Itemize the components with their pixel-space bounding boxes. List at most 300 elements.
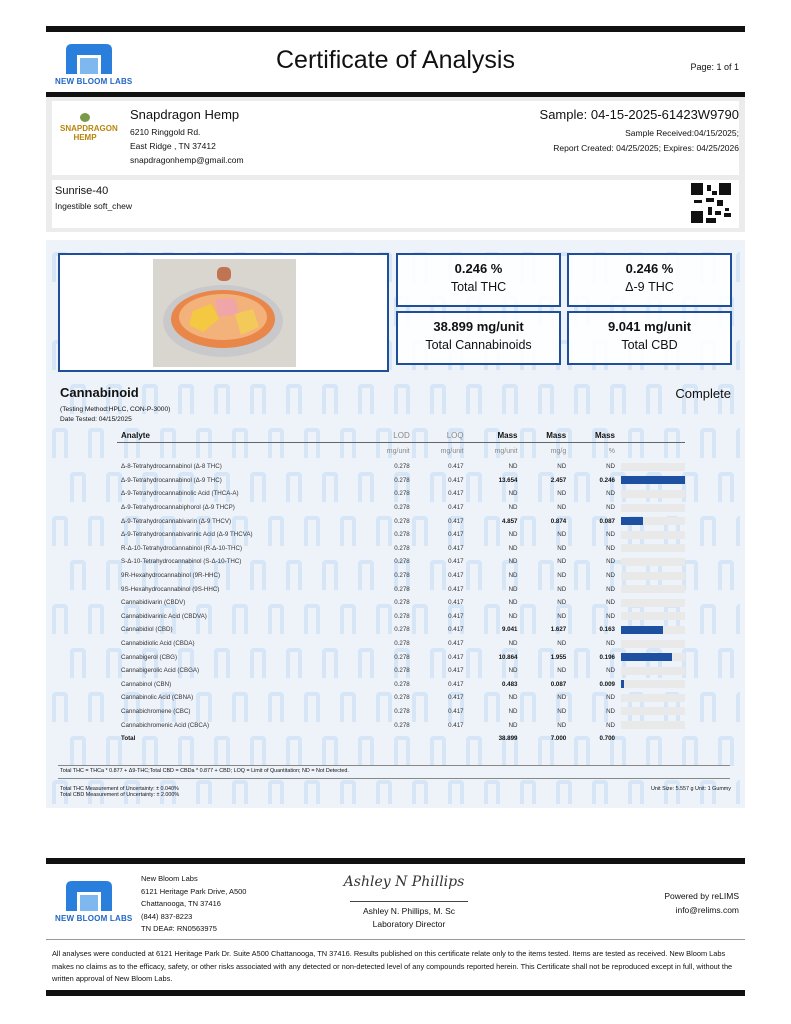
client-address2: East Ridge , TN 37412 xyxy=(130,141,216,151)
sample-id: Sample: 04-15-2025-61423W9790 xyxy=(539,107,739,122)
flower-icon xyxy=(80,113,90,122)
result-bar xyxy=(619,718,685,732)
cell-loq: 0.417 xyxy=(448,612,464,620)
table-row xyxy=(117,678,685,692)
cell-m2: 0.874 xyxy=(550,517,567,525)
summary-box xyxy=(567,311,732,365)
result-bar xyxy=(619,610,685,624)
watermark-mark-icon xyxy=(52,692,68,722)
cell-lod: 0.278 xyxy=(394,544,410,552)
watermark-mark-icon xyxy=(574,384,590,414)
watermark-mark-icon xyxy=(484,780,500,804)
result-bar-fill xyxy=(621,476,685,484)
cell-m3: 0.087 xyxy=(599,517,615,525)
lab-logo-text: NEW BLOOM LABS xyxy=(55,77,133,86)
notes-rule xyxy=(58,765,730,766)
summary-box xyxy=(396,311,561,365)
client-name: Snapdragon Hemp xyxy=(130,107,240,122)
footer-lab-logo xyxy=(55,877,133,925)
cell-m3: 0.009 xyxy=(599,680,615,688)
client-email: snapdragonhemp@gmail.com xyxy=(130,155,244,165)
cell-m2: ND xyxy=(557,504,567,512)
table-row xyxy=(117,582,685,596)
cell-m1: ND xyxy=(508,490,518,498)
cell-loq: 0.417 xyxy=(448,721,464,729)
result-bar-track xyxy=(621,667,685,675)
powered-block xyxy=(664,889,739,917)
table-row xyxy=(117,569,685,583)
unit-cell xyxy=(117,442,360,460)
cell-analyte: S-Δ-10-Tetrahydrocannabinol (S-Δ-10-THC) xyxy=(121,558,242,566)
table-row xyxy=(117,691,685,705)
cell-lod: 0.278 xyxy=(394,599,410,607)
cell-m3: ND xyxy=(606,558,615,566)
cell-m3: 0.196 xyxy=(599,653,615,661)
watermark-mark-icon xyxy=(718,648,734,678)
testing-method: (Testing Method:HPLC, CON-P-3000) xyxy=(60,406,171,413)
cell-analyte: Cannabigerol (CBG) xyxy=(121,653,178,661)
cell-lod: 0.278 xyxy=(394,612,410,620)
cell-m2: ND xyxy=(557,707,567,715)
table-row xyxy=(117,596,685,610)
result-bar-track xyxy=(621,558,685,566)
sample-received: Sample Received:04/15/2025; xyxy=(625,128,739,138)
table-row xyxy=(117,664,685,678)
powered-by: Powered by reLIMS xyxy=(664,891,739,901)
cell-lod: 0.278 xyxy=(394,694,410,702)
cell-loq: 0.417 xyxy=(448,476,464,484)
result-bar-track xyxy=(621,680,685,688)
result-bar xyxy=(619,650,685,664)
cell-m3: ND xyxy=(606,694,615,702)
section-meta xyxy=(60,405,170,425)
cell-analyte: Cannabidiol (CBD) xyxy=(121,626,173,634)
watermark-mark-icon xyxy=(718,560,734,590)
cell-loq: 0.417 xyxy=(448,640,464,648)
result-bar xyxy=(619,691,685,705)
cell-lod: 0.278 xyxy=(394,707,410,715)
watermark-mark-icon xyxy=(196,780,212,804)
cell-analyte: 9S-Hexahydrocannabinol (9S-HHC) xyxy=(121,585,220,593)
unit-cell: mg/unit xyxy=(386,447,410,455)
watermark-mark-icon xyxy=(610,384,626,414)
watermark-mark-icon xyxy=(736,340,740,370)
total-m1: 38.899 xyxy=(498,735,518,743)
cell-m1: ND xyxy=(508,504,518,512)
cell-m3: ND xyxy=(606,707,615,715)
product-name: Sunrise-40 xyxy=(55,185,109,197)
table-row xyxy=(117,610,685,624)
signer-name: Ashley N. Phillips, M. Sc xyxy=(362,906,456,916)
cell-loq: 0.417 xyxy=(448,694,464,702)
result-bar xyxy=(619,569,685,583)
cell-m1: ND xyxy=(508,572,518,580)
cell-m1: 0.483 xyxy=(502,680,518,688)
watermark-mark-icon xyxy=(304,780,320,804)
cell-analyte: Δ-9-Tetrahydrocannabivarinic Acid (Δ-9 THCVA) xyxy=(121,531,253,539)
result-bar xyxy=(619,460,685,474)
watermark-mark-icon xyxy=(412,780,428,804)
disclaimer: All analyses were conducted at 6121 Heritage Park Dr. Suite A500 Chattanooga, TN 37416. Results published on this certificate relate only to the items tested. Items are tested as received. New Bloom Labs makes no claims as to the efficacy, safety, or other risks associated with any detected or non-detected level of any compounds reported herein. This Certificate shall not be reproduced except in full, without the written approval of New Bloom Labs. xyxy=(52,949,733,983)
cell-m1: ND xyxy=(508,531,518,539)
cell-loq: 0.417 xyxy=(448,626,464,634)
total-empty xyxy=(360,732,414,746)
watermark-mark-icon xyxy=(646,384,662,414)
cell-analyte: Cannabidiolic Acid (CBDA) xyxy=(121,640,195,648)
table-row xyxy=(117,650,685,664)
result-bar-track xyxy=(621,721,685,729)
cell-loq: 0.417 xyxy=(448,463,464,471)
client-address1: 6210 Ringgold Rd. xyxy=(130,127,201,137)
formula-note: Total THC = THCa * 0.877 + Δ9-THC;Total CBD = CBDa * 0.877 + CBD; LOQ = Limit of Quantitation; ND = Not Detected. xyxy=(60,768,349,774)
cell-analyte: Δ-8-Tetrahydrocannabinol (Δ-8 THC) xyxy=(121,463,222,471)
header-analyte: Analyte xyxy=(117,430,360,442)
watermark-mark-icon xyxy=(736,780,740,804)
watermark-mark-icon xyxy=(700,428,716,458)
signer-block xyxy=(340,905,478,931)
watermark-mark-icon xyxy=(52,428,68,458)
watermark-mark-icon xyxy=(232,780,248,804)
signature-line xyxy=(350,901,468,902)
total-label: Total xyxy=(121,735,136,743)
cell-lod: 0.278 xyxy=(394,504,410,512)
cell-loq: 0.417 xyxy=(448,558,464,566)
cell-m2: ND xyxy=(557,694,567,702)
result-bar-track xyxy=(621,599,685,607)
watermark-mark-icon xyxy=(358,384,374,414)
result-bar-track xyxy=(621,463,685,471)
client-logo-line1: SNAPDRAGON xyxy=(60,124,118,133)
cell-m2: ND xyxy=(557,558,567,566)
cell-m3: ND xyxy=(606,599,615,607)
cell-m3: ND xyxy=(606,463,615,471)
footer-lab-name: New Bloom Labs xyxy=(141,874,198,883)
result-bar-track xyxy=(621,626,685,634)
cell-m2: ND xyxy=(557,463,567,471)
watermark-mark-icon xyxy=(466,384,482,414)
watermark-mark-icon xyxy=(52,604,68,634)
footer-lab-address2: Chattanooga, TN 37416 xyxy=(141,899,221,908)
result-bar-track xyxy=(621,653,685,661)
unit-size: Unit Size: 5.557 g Unit: 1 Gummy xyxy=(651,786,731,792)
result-bar xyxy=(619,678,685,692)
cell-m3: 0.163 xyxy=(599,626,615,634)
cannabinoid-table xyxy=(117,430,685,745)
watermark-mark-icon xyxy=(538,384,554,414)
report-dates: Report Created: 04/25/2025; Expires: 04/25/2026 xyxy=(553,143,739,153)
cell-m1: ND xyxy=(508,544,518,552)
result-bar-track xyxy=(621,585,685,593)
result-bar xyxy=(619,623,685,637)
watermark-mark-icon xyxy=(250,384,266,414)
units-row xyxy=(117,442,685,460)
cell-m2: ND xyxy=(557,531,567,539)
result-bar xyxy=(619,705,685,719)
section-title: Cannabinoid xyxy=(60,385,139,400)
result-bar-track xyxy=(621,476,685,484)
cell-m3: 0.246 xyxy=(599,476,615,484)
footer-lab-dea: TN DEA#: RN0563975 xyxy=(141,924,217,933)
cell-m1: 10.864 xyxy=(498,653,518,661)
watermark-mark-icon xyxy=(556,780,572,804)
watermark-mark-icon xyxy=(736,692,740,722)
cell-analyte: Cannabichromene (CBC) xyxy=(121,707,191,715)
footer-lab-logo-text: NEW BLOOM LABS xyxy=(55,914,133,923)
cell-m1: 13.654 xyxy=(498,476,518,484)
watermark-mark-icon xyxy=(736,252,740,282)
cell-m1: ND xyxy=(508,558,518,566)
top-rule xyxy=(46,26,745,32)
client-logo-line2: HEMP xyxy=(73,133,97,142)
cell-m1: ND xyxy=(508,721,518,729)
watermark-mark-icon xyxy=(718,472,734,502)
cell-lod: 0.278 xyxy=(394,721,410,729)
summary-value: 0.246 % xyxy=(454,261,503,276)
result-bar xyxy=(619,514,685,528)
result-bar-track xyxy=(621,612,685,620)
summary-value: 38.899 mg/unit xyxy=(433,319,524,334)
cell-m1: ND xyxy=(508,599,518,607)
table-row xyxy=(117,637,685,651)
watermark-mark-icon xyxy=(88,516,104,546)
cell-m1: ND xyxy=(508,667,518,675)
table-row xyxy=(117,718,685,732)
result-bar xyxy=(619,542,685,556)
summary-label: Total CBD xyxy=(621,338,678,352)
watermark-mark-icon xyxy=(592,780,608,804)
cell-m2: ND xyxy=(557,572,567,580)
cell-m3: ND xyxy=(606,667,615,675)
cell-m1: ND xyxy=(508,694,518,702)
watermark-mark-icon xyxy=(376,780,392,804)
summary-value: 9.041 mg/unit xyxy=(607,319,692,334)
watermark-mark-icon xyxy=(700,692,716,722)
cell-loq: 0.417 xyxy=(448,504,464,512)
table-row xyxy=(117,474,685,488)
result-bar-track xyxy=(621,572,685,580)
cell-analyte: Cannabigerolic Acid (CBGA) xyxy=(121,667,200,675)
product-photo-frame xyxy=(58,253,389,372)
watermark-mark-icon xyxy=(700,780,716,804)
result-bar-track xyxy=(621,707,685,715)
cell-m3: ND xyxy=(606,490,615,498)
watermark-mark-icon xyxy=(286,384,302,414)
watermark-mark-icon xyxy=(70,736,86,766)
cell-m3: ND xyxy=(606,585,615,593)
section-status: Complete xyxy=(675,386,731,401)
result-bar-fill xyxy=(621,626,663,634)
result-bar-fill xyxy=(621,680,624,688)
cell-m2: ND xyxy=(557,599,567,607)
watermark-mark-icon xyxy=(52,516,68,546)
cell-lod: 0.278 xyxy=(394,653,410,661)
cell-analyte: Cannabinol (CBN) xyxy=(121,680,172,688)
cell-analyte: Cannabidivarinic Acid (CBDVA) xyxy=(121,612,207,620)
cell-m2: ND xyxy=(557,612,567,620)
watermark-mark-icon xyxy=(430,384,446,414)
watermark-mark-icon xyxy=(718,736,734,766)
cell-m3: ND xyxy=(606,721,615,729)
table-row xyxy=(117,460,685,474)
cell-m1: ND xyxy=(508,612,518,620)
table-row xyxy=(117,705,685,719)
footer-rule xyxy=(46,858,745,864)
watermark-mark-icon xyxy=(268,780,284,804)
footer-lab-address xyxy=(141,873,246,936)
cell-lod: 0.278 xyxy=(394,667,410,675)
cell-m1: 9.041 xyxy=(502,626,518,634)
unit-cell: mg/unit xyxy=(494,447,518,455)
cell-lod: 0.278 xyxy=(394,531,410,539)
cell-m2: 1.627 xyxy=(550,626,567,634)
cell-m2: ND xyxy=(557,721,567,729)
result-bar-fill xyxy=(621,653,672,661)
summary-label: Δ-9 THC xyxy=(625,280,674,294)
result-bar xyxy=(619,596,685,610)
summary-box xyxy=(396,253,561,307)
cell-m2: ND xyxy=(557,667,567,675)
cell-m3: ND xyxy=(606,504,615,512)
watermark-mark-icon xyxy=(88,604,104,634)
cell-lod: 0.278 xyxy=(394,490,410,498)
date-tested: Date Tested: 04/15/2025 xyxy=(60,416,132,423)
cell-m3: ND xyxy=(606,640,615,648)
cbd-uncertainty: Total CBD Measurement of Uncertainty: ± 2.000% xyxy=(60,792,180,798)
product-info xyxy=(55,185,132,211)
cell-m3: ND xyxy=(606,572,615,580)
cell-m2: ND xyxy=(557,585,567,593)
cell-m3: ND xyxy=(606,612,615,620)
footer-lab-logo-mark-icon xyxy=(58,877,120,913)
watermark-mark-icon xyxy=(70,472,86,502)
cell-lod: 0.278 xyxy=(394,476,410,484)
cell-loq: 0.417 xyxy=(448,517,464,525)
result-bar-track xyxy=(621,504,685,512)
cell-loq: 0.417 xyxy=(448,572,464,580)
notes-rule-2 xyxy=(58,778,730,779)
total-m3: 0.700 xyxy=(599,735,615,743)
cell-m2: 1.955 xyxy=(550,653,567,661)
product-panel xyxy=(46,176,745,232)
result-bar-track xyxy=(621,544,685,552)
watermark-mark-icon xyxy=(322,384,338,414)
cell-m2: ND xyxy=(557,640,567,648)
cell-loq: 0.417 xyxy=(448,653,464,661)
unit-cell: mg/g xyxy=(550,447,567,455)
footer-lab-phone: (844) 837-8223 xyxy=(141,911,193,921)
cell-loq: 0.417 xyxy=(448,667,464,675)
page-title: Certificate of Analysis xyxy=(276,46,515,74)
result-bar-track xyxy=(621,694,685,702)
cell-analyte: Cannabinolic Acid (CBNA) xyxy=(121,694,194,702)
table-header-row xyxy=(117,430,685,442)
watermark-mark-icon xyxy=(520,780,536,804)
watermark-mark-icon xyxy=(736,604,740,634)
cell-lod: 0.278 xyxy=(394,558,410,566)
result-bar xyxy=(619,637,685,651)
cell-lod: 0.278 xyxy=(394,680,410,688)
cell-loq: 0.417 xyxy=(448,531,464,539)
cell-analyte: 9R-Hexahydrocannabinol (9R-HHC) xyxy=(121,572,221,580)
cell-loq: 0.417 xyxy=(448,599,464,607)
product-photo xyxy=(153,259,296,367)
cell-analyte: Δ-9-Tetrahydrocannabivarin (Δ-9 THCV) xyxy=(121,517,232,525)
cell-analyte: Δ-9-Tetrahydrocannabinolic Acid (THCA-A) xyxy=(121,490,239,498)
total-m2: 7.000 xyxy=(550,735,567,743)
result-bar-track xyxy=(621,640,685,648)
header-loq: LOQ xyxy=(414,430,468,442)
watermark-mark-icon xyxy=(502,384,518,414)
summary-label: Total THC xyxy=(450,280,507,294)
cell-lod: 0.278 xyxy=(394,640,410,648)
watermark-mark-icon xyxy=(736,428,740,458)
result-bar-track xyxy=(621,490,685,498)
cell-m1: 4.857 xyxy=(502,517,518,525)
table-row xyxy=(117,487,685,501)
table-row xyxy=(117,528,685,542)
cell-analyte: Cannabidivarin (CBDV) xyxy=(121,599,186,607)
watermark-mark-icon xyxy=(340,780,356,804)
result-bar xyxy=(619,664,685,678)
total-empty xyxy=(414,732,468,746)
disclaimer-rule xyxy=(46,939,745,940)
footer-lab-address1: 6121 Heritage Park Drive, A500 xyxy=(141,886,247,896)
result-bar xyxy=(619,487,685,501)
cell-analyte: Δ-9-Tetrahydrocannabiphorol (Δ-9 THCP) xyxy=(121,504,235,512)
watermark-mark-icon xyxy=(70,648,86,678)
result-bar-fill xyxy=(621,517,643,525)
watermark-mark-icon xyxy=(178,384,194,414)
bottom-rule xyxy=(46,990,745,996)
watermark-mark-icon xyxy=(736,516,740,546)
table-row xyxy=(117,555,685,569)
result-bar xyxy=(619,528,685,542)
watermark-mark-icon xyxy=(664,780,680,804)
result-bar xyxy=(619,474,685,488)
cell-m3: ND xyxy=(606,531,615,539)
summary-box xyxy=(567,253,732,307)
cell-loq: 0.417 xyxy=(448,544,464,552)
unit-cell: % xyxy=(608,447,615,455)
watermark-mark-icon xyxy=(700,516,716,546)
product-type: Ingestible soft_chew xyxy=(55,201,133,211)
cell-lod: 0.278 xyxy=(394,585,410,593)
contact-email: info@relims.com xyxy=(675,905,739,915)
qr-code-icon xyxy=(691,183,731,223)
table-row xyxy=(117,501,685,515)
cell-m2: ND xyxy=(557,544,567,552)
watermark-mark-icon xyxy=(70,560,86,590)
result-bar-track xyxy=(621,517,685,525)
cell-loq: 0.417 xyxy=(448,490,464,498)
watermark-mark-icon xyxy=(88,692,104,722)
result-bar xyxy=(619,582,685,596)
signer-title: Laboratory Director xyxy=(372,919,446,929)
header-mass-pct: Mass xyxy=(570,430,619,442)
cell-m1: ND xyxy=(508,585,518,593)
cell-m2: 0.087 xyxy=(550,680,567,688)
watermark-mark-icon xyxy=(628,780,644,804)
watermark-mark-icon xyxy=(394,384,410,414)
table-row xyxy=(117,542,685,556)
cell-lod: 0.278 xyxy=(394,572,410,580)
header-mass-unit: Mass xyxy=(468,430,522,442)
table-row xyxy=(117,514,685,528)
table-row xyxy=(117,623,685,637)
cell-m1: ND xyxy=(508,707,518,715)
sample-info xyxy=(439,107,739,156)
cell-m2: ND xyxy=(557,490,567,498)
